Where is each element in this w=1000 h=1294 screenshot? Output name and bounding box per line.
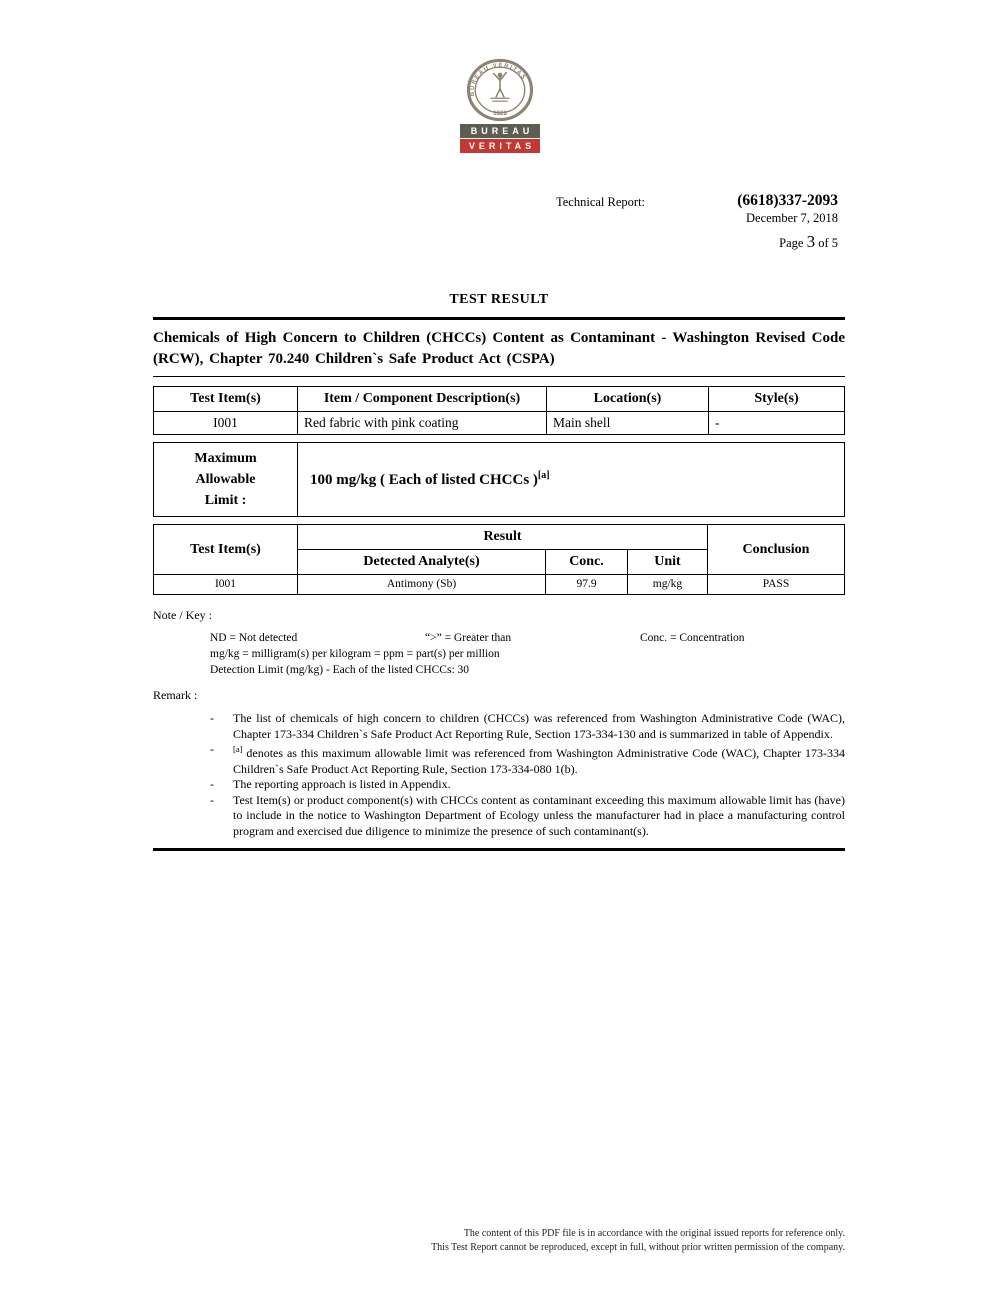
page-indicator xyxy=(737,232,838,252)
remark-dash: - xyxy=(210,711,214,725)
limit-label-line3: Limit : xyxy=(204,493,247,508)
key-nd: ND = Not detected xyxy=(210,632,298,644)
item-table-row xyxy=(154,412,845,435)
note-key-body xyxy=(210,630,845,678)
emblem-figure xyxy=(494,73,507,97)
col-detected-analytes: Detected Analyte(s) xyxy=(298,550,546,575)
col-test-items: Test Item(s) xyxy=(154,525,298,575)
col-styles: Style(s) xyxy=(709,387,845,412)
page-number: 3 xyxy=(806,232,816,251)
divider-top xyxy=(153,317,845,320)
limit-label-line1: Maximum xyxy=(194,451,257,466)
emblem-base xyxy=(490,98,509,101)
item-component-table xyxy=(153,386,845,435)
col-conc: Conc. xyxy=(546,550,628,575)
remark-dash: - xyxy=(210,792,214,807)
cell-location: Main shell xyxy=(547,412,709,435)
bureau-veritas-logo xyxy=(458,58,542,153)
result-header-row1 xyxy=(154,525,845,550)
col-conclusion: Conclusion xyxy=(708,525,845,575)
remark-text: Test Item(s) or product component(s) with CHCCs content as contaminant exceeding this maximum allowable limit has (have) to include in the notice to Washington Department of Ecology unless the manufacturer had in place a manufacturing control program and exercised due diligence to minimize the presence of such contaminant(s). xyxy=(233,792,845,838)
test-title: Chemicals of High Concern to Children (CHCCs) Content as Contaminant - Washington Revised Code (RCW), Chapter 70.240 Children`s Safe Product Act (CSPA) xyxy=(153,330,845,367)
bureau-veritas-emblem-icon xyxy=(464,58,536,122)
cell-conclusion: PASS xyxy=(708,575,845,595)
remark-text: The reporting approach is listed in Appendix. xyxy=(233,777,451,791)
remark-item xyxy=(210,777,845,793)
limit-label-line2: Allowable xyxy=(195,472,256,487)
divider-under-title xyxy=(153,376,845,377)
logo-banner-veritas: VERITAS xyxy=(460,139,540,153)
svg-text:BUREAU VERITAS: BUREAU VERITAS xyxy=(469,62,527,97)
key-greater-than: “>” = Greater than xyxy=(425,632,512,644)
key-mgkg: mg/kg = milligram(s) per kilogram = ppm = part(s) per million xyxy=(210,648,500,660)
remark-list xyxy=(153,711,845,839)
footer-line2: This Test Report cannot be reproduced, except in full, without prior written permission of the company. xyxy=(431,1242,845,1253)
remark-text: The list of chemicals of high concern to children (CHCCs) was referenced from Washington Administrative Code (WAC), Chapter 173-334 Children`s Safe Product Act Reporting Rule, Section 173-334-130 and is summarized in table of Appendix. xyxy=(233,711,845,741)
remark-footnote-marker: [a] xyxy=(233,744,243,754)
remark-item xyxy=(210,711,845,742)
remark-section xyxy=(153,688,845,839)
report-number: (6618)337-2093 xyxy=(737,192,838,209)
col-locations: Location(s) xyxy=(547,387,709,412)
page-prefix: Page xyxy=(779,236,804,250)
col-result-group: Result xyxy=(298,525,708,550)
footer-line1: The content of this PDF file is in accordance with the original issued reports for reference only. xyxy=(463,1228,845,1239)
remark-label: Remark : xyxy=(153,688,198,702)
remark-dash: - xyxy=(210,742,214,756)
maximum-allowable-limit-table xyxy=(153,442,845,517)
divider-bottom xyxy=(153,848,845,851)
remark-text-body: denotes as this maximum allowable limit was referenced from Washington Administrative Code (WAC), Chapter 173-334 Children`s Safe Product Act Reporting Rule, Section 173-334-080 1(b). xyxy=(233,746,845,776)
cell-unit: mg/kg xyxy=(628,575,708,595)
page-footer xyxy=(431,1227,845,1255)
note-key-section xyxy=(153,608,845,678)
remark-item xyxy=(210,742,845,777)
result-table xyxy=(153,524,845,595)
page-suffix: of 5 xyxy=(818,236,838,250)
key-detection-limit: Detection Limit (mg/kg) - Each of the listed CHCCs: 30 xyxy=(210,664,470,676)
cell-style: - xyxy=(709,412,845,435)
key-conc: Conc. = Concentration xyxy=(640,632,745,644)
note-key-row1 xyxy=(210,630,845,646)
report-body xyxy=(153,292,845,851)
col-test-items: Test Item(s) xyxy=(154,387,298,412)
cell-test-item: I001 xyxy=(154,412,298,435)
limit-value-text: 100 mg/kg ( Each of listed CHCCs ) xyxy=(310,472,538,488)
remark-text xyxy=(233,742,845,777)
limit-footnote-marker: [a] xyxy=(537,470,550,481)
remark-dash: - xyxy=(210,777,214,791)
remark-item xyxy=(210,793,845,840)
result-data-row xyxy=(154,575,845,595)
cell-conc: 97.9 xyxy=(546,575,628,595)
technical-report-label: Technical Report: xyxy=(556,195,646,209)
item-table-header-row xyxy=(154,387,845,412)
svg-text:1828: 1828 xyxy=(492,110,508,118)
report-date: December 7, 2018 xyxy=(746,211,838,225)
col-item-component-description: Item / Component Description(s) xyxy=(298,387,547,412)
limit-value xyxy=(298,443,845,517)
note-key-label: Note / Key : xyxy=(153,608,212,622)
cell-description: Red fabric with pink coating xyxy=(298,412,547,435)
limit-label xyxy=(154,443,298,517)
report-meta xyxy=(737,192,838,252)
logo-banner-bureau: BUREAU xyxy=(460,124,540,138)
col-unit: Unit xyxy=(628,550,708,575)
cell-test-item: I001 xyxy=(154,575,298,595)
section-heading: TEST RESULT xyxy=(449,292,549,307)
cell-analyte: Antimony (Sb) xyxy=(298,575,546,595)
